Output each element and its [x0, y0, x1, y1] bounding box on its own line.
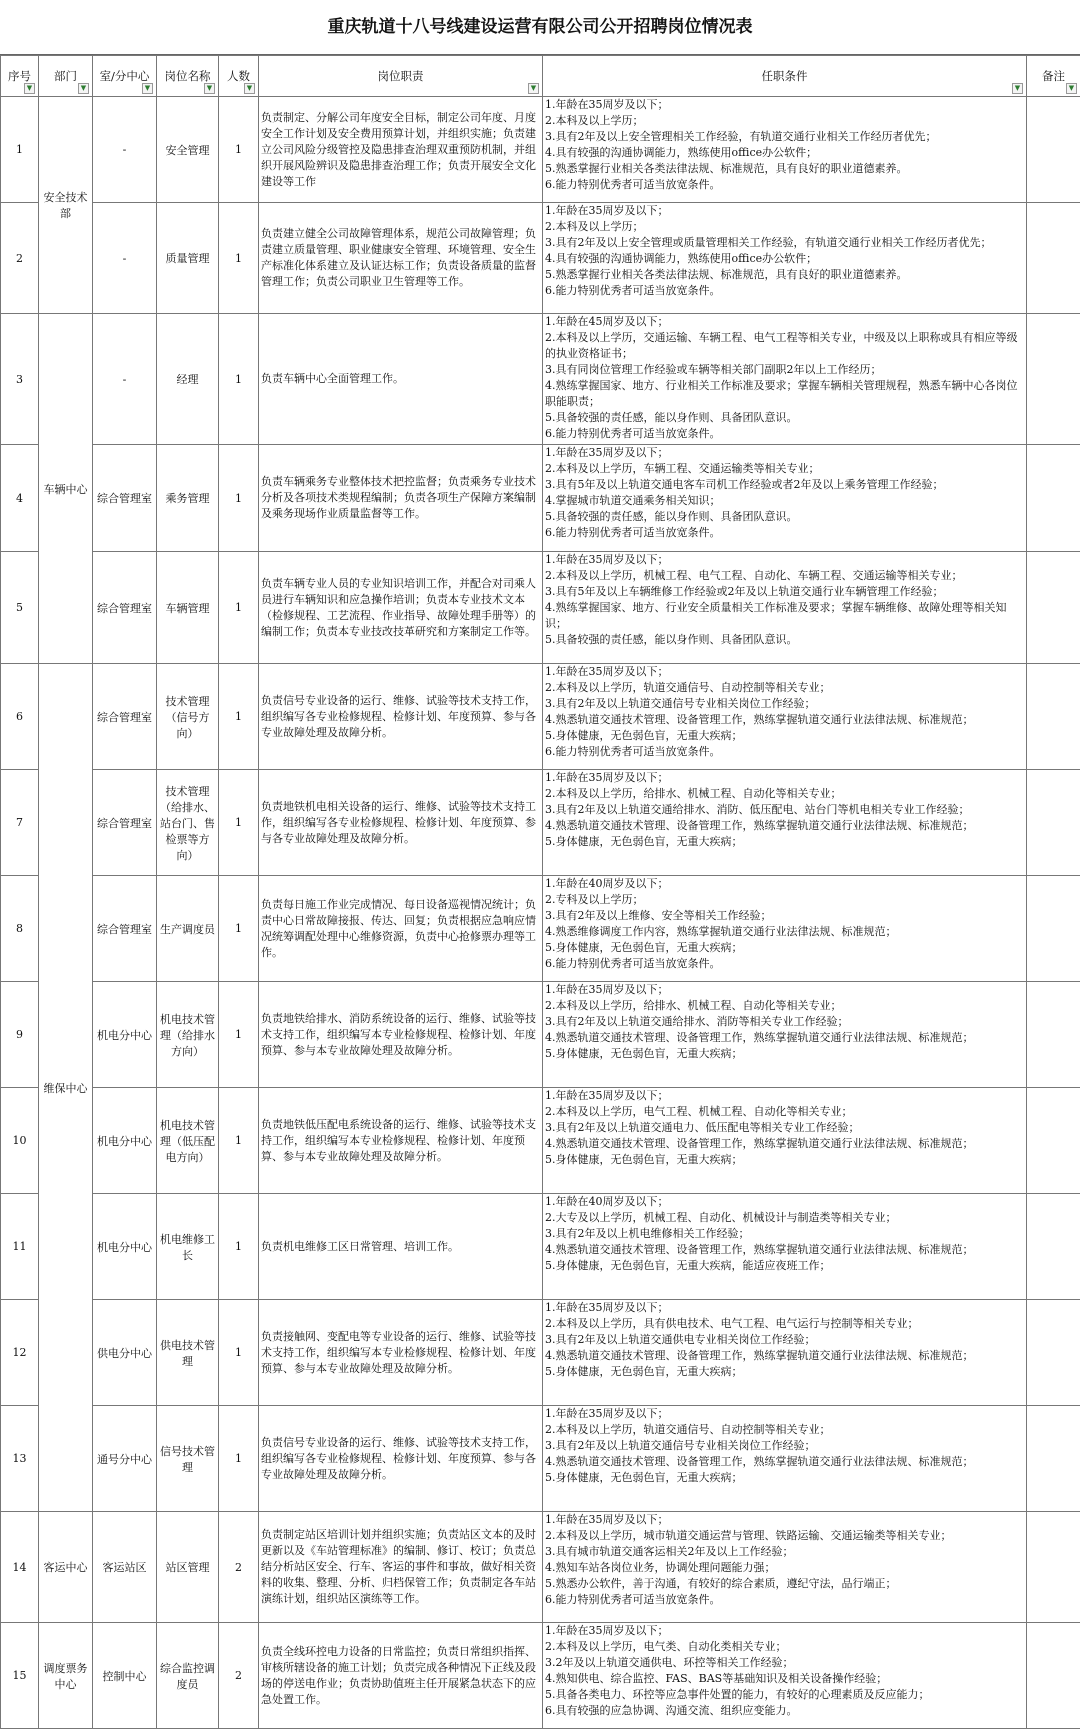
page-title: 重庆轨道十八号线建设运营有限公司公开招聘岗位情况表 [0, 0, 1080, 55]
headcount-cell: 1 [219, 1194, 259, 1300]
requirements-list [543, 1406, 1026, 1510]
requirement-item: 2.本科及以上学历，电气类、自动化类相关专业； [545, 1640, 787, 1653]
requirements-list [543, 876, 1026, 980]
requirements-cell [543, 97, 1027, 203]
requirement-item: 2.本科及以上学历，交通运输、车辆工程、电气工程等相关专业，中级及以上职称或具有相应等级的执业资格证书； [545, 331, 1018, 360]
requirement-item: 5.身体健康，无色弱色盲，无重大疾病； [545, 1047, 743, 1060]
row-number: 6 [1, 664, 39, 770]
requirement-item: 6.能力特别优秀者可适当放宽条件。 [545, 957, 721, 970]
table-row [1, 97, 1080, 203]
table-row [1, 1300, 1080, 1406]
header-sub[interactable]: 室/分中心 ▼ [93, 56, 157, 97]
table-row [1, 1194, 1080, 1300]
requirement-item: 5.熟悉掌握行业相关各类法律法规、标准规范，具有良好的职业道德素养。 [545, 268, 908, 281]
headcount-cell: 1 [219, 1300, 259, 1406]
table-row [1, 445, 1080, 552]
row-number: 13 [1, 1406, 39, 1512]
requirement-item: 1.年龄在35周岁及以下； [545, 553, 669, 566]
requirement-item: 2.本科及以上学历，电气工程、机械工程、自动化等相关专业； [545, 1105, 853, 1118]
post-name-cell: 技术管理（给排水、站台门、售检票等方向） [157, 770, 219, 876]
note-cell [1027, 1512, 1080, 1623]
requirement-item: 2.本科及以上学历； [545, 114, 644, 127]
post-name-cell: 机电技术管理（低压配电方向） [157, 1088, 219, 1194]
post-name-cell: 机电维修工长 [157, 1194, 219, 1300]
requirement-item: 5.具备较强的责任感，能以身作则、具备团队意识。 [545, 411, 798, 424]
requirements-cell [543, 876, 1027, 982]
row-number: 1 [1, 97, 39, 203]
requirement-item: 4.具有较强的沟通协调能力，熟练使用office办公软件； [545, 252, 818, 265]
requirements-cell [543, 203, 1027, 314]
headcount-cell: 1 [219, 876, 259, 982]
sub-unit-cell: 综合管理室 [93, 552, 157, 664]
requirements-cell [543, 1512, 1027, 1623]
row-number: 8 [1, 876, 39, 982]
duty-cell: 负责全线环控电力设备的日常监控；负责日常组织指挥、审核所辖设备的施工计划；负责完成各种情况下正线及段场的停送电作业；负责协助值班主任开展紧急状态下的应急处置工作。 [259, 1623, 543, 1729]
note-cell [1027, 203, 1080, 314]
duty-cell: 负责制定、分解公司年度安全目标，制定公司年度、月度安全工作计划及安全费用预算计划，并组织实施；负责建立公司风险分级管控及隐患排查治理双重预防机制，并组织开展风险辨识及隐患排查治理工作；负责开展安全文化建设等工作 [259, 97, 543, 203]
requirement-item: 3.具有2年及以上轨道交通信号专业相关岗位工作经验； [545, 1439, 816, 1452]
requirement-item: 1.年龄在35周岁及以下； [545, 98, 669, 111]
post-name-cell: 乘务管理 [157, 445, 219, 552]
header-num[interactable]: 人数 ▼ [219, 56, 259, 97]
requirement-item: 6.能力特别优秀者可适当放宽条件。 [545, 745, 721, 758]
requirements-list [543, 445, 1026, 550]
requirements-cell [543, 982, 1027, 1088]
filter-dropdown-icon[interactable]: ▼ [528, 83, 539, 94]
note-cell [1027, 1088, 1080, 1194]
duty-cell: 负责车辆中心全面管理工作。 [259, 314, 543, 445]
table-row [1, 982, 1080, 1088]
note-cell [1027, 552, 1080, 664]
requirement-item: 5.身体健康，无色弱色盲，无重大疾病，能适应夜班工作； [545, 1259, 831, 1272]
header-req[interactable]: 任职条件 ▼ [543, 56, 1027, 97]
requirement-item: 4.熟悉轨道交通技术管理、设备管理工作，熟练掌握轨道交通行业法律法规、标准规范； [545, 1349, 974, 1362]
requirements-cell [543, 445, 1027, 552]
requirement-item: 4.熟悉轨道交通技术管理、设备管理工作，熟练掌握轨道交通行业法律法规、标准规范； [545, 1137, 974, 1150]
post-name-cell: 信号技术管理 [157, 1406, 219, 1512]
post-name-cell: 生产调度员 [157, 876, 219, 982]
sub-unit-cell: - [93, 203, 157, 314]
sub-unit-cell: 通号分中心 [93, 1406, 157, 1512]
sub-unit-cell: 机电分中心 [93, 1088, 157, 1194]
note-cell [1027, 314, 1080, 445]
requirement-item: 3.具有2年及以上安全管理或质量管理相关工作经验，有轨道交通行业相关工作经历者优先； [545, 236, 992, 249]
table-row [1, 552, 1080, 664]
duty-cell: 负责车辆专业人员的专业知识培训工作，并配合对司乘人员进行车辆知识和应急操作培训；负责本专业技术文本（检修规程、工艺流程、作业指导、故障处理手册等）的编制工作；负责本专业技改技革研究和方案制定工作等。 [259, 552, 543, 664]
department-cell: 车辆中心 [39, 314, 93, 664]
headcount-cell: 1 [219, 1406, 259, 1512]
filter-dropdown-icon[interactable]: ▼ [1012, 83, 1023, 94]
requirement-item: 2.专科及以上学历； [545, 893, 644, 906]
table-row [1, 314, 1080, 445]
requirements-list [543, 1512, 1026, 1621]
requirement-item: 5.具备各类电力、环控等应急事件处置的能力，有较好的心理素质及反应能力； [545, 1688, 930, 1701]
requirement-item: 3.具有2年及以上轨道交通信号专业相关岗位工作经验； [545, 697, 816, 710]
requirement-item: 1.年龄在45周岁及以下； [545, 315, 669, 328]
headcount-cell: 1 [219, 1088, 259, 1194]
filter-dropdown-icon[interactable]: ▼ [24, 83, 35, 94]
table-row [1, 664, 1080, 770]
note-cell [1027, 1300, 1080, 1406]
row-number: 2 [1, 203, 39, 314]
requirement-item: 5.熟悉办公软件，善于沟通，有较好的综合素质，遵纪守法，品行端正； [545, 1577, 897, 1590]
requirement-item: 1.年龄在40周岁及以下； [545, 877, 669, 890]
requirements-cell [543, 1623, 1027, 1729]
requirement-item: 2.本科及以上学历，轨道交通信号、自动控制等相关专业； [545, 681, 831, 694]
headcount-cell: 2 [219, 1512, 259, 1623]
note-cell [1027, 982, 1080, 1088]
requirements-cell [543, 552, 1027, 664]
requirements-list [543, 1623, 1026, 1727]
filter-dropdown-icon[interactable]: ▼ [142, 83, 153, 94]
duty-cell: 负责机电维修工区日常管理、培训工作。 [259, 1194, 543, 1300]
requirement-item: 1.年龄在35周岁及以下； [545, 983, 669, 996]
requirement-item: 3.具有5年及以上车辆维修工作经验或2年及以上轨道交通行业车辆管理工作经验； [545, 585, 944, 598]
post-name-cell: 质量管理 [157, 203, 219, 314]
note-cell [1027, 1406, 1080, 1512]
requirement-item: 1.年龄在35周岁及以下； [545, 665, 669, 678]
filter-dropdown-icon[interactable]: ▼ [204, 83, 215, 94]
requirement-item: 5.身体健康，无色弱色盲，无重大疾病； [545, 941, 743, 954]
post-name-cell: 车辆管理 [157, 552, 219, 664]
requirement-item: 3.具有2年及以上机电维修相关工作经验； [545, 1227, 750, 1240]
row-number: 10 [1, 1088, 39, 1194]
requirements-list [543, 314, 1026, 443]
table-row [1, 203, 1080, 314]
post-name-cell: 综合监控调度员 [157, 1623, 219, 1729]
duty-cell: 负责建立健全公司故障管理体系，规范公司故障管理；负责建立质量管理、职业健康安全管理、环境管理、安全生产标准化体系建立及认证达标工作；负责设备质量的监督管理工作；负责公司职业卫生管理等工作。 [259, 203, 543, 314]
requirement-item: 2.本科及以上学历，车辆工程、交通运输类等相关专业； [545, 462, 820, 475]
sub-unit-cell: 综合管理室 [93, 664, 157, 770]
row-number: 11 [1, 1194, 39, 1300]
requirement-item: 1.年龄在35周岁及以下； [545, 446, 669, 459]
headcount-cell: 1 [219, 982, 259, 1088]
duty-cell: 负责每日施工作业完成情况、每日设备巡视情况统计；负责中心日常故障接报、传达、回复；负责根据应急响应情况统筹调配处理中心维修资源，负责中心抢修票办理等工作。 [259, 876, 543, 982]
headcount-cell: 1 [219, 97, 259, 203]
requirement-item: 2.本科及以上学历，轨道交通信号、自动控制等相关专业； [545, 1423, 831, 1436]
requirement-item: 6.能力特别优秀者可适当放宽条件。 [545, 178, 721, 191]
requirement-item: 3.具有2年及以上维修、安全等相关工作经验； [545, 909, 772, 922]
headcount-cell: 1 [219, 314, 259, 445]
note-cell [1027, 876, 1080, 982]
requirement-item: 2.本科及以上学历，具有供电技术、电气工程、电气运行与控制等相关专业； [545, 1317, 919, 1330]
requirement-item: 3.具有5年及以上轨道交通电客车司机工作经验或者2年及以上乘务管理工作经验； [545, 478, 944, 491]
headcount-cell: 1 [219, 445, 259, 552]
requirement-item: 5.具备较强的责任感，能以身作则、具备团队意识。 [545, 633, 798, 646]
post-name-cell: 站区管理 [157, 1512, 219, 1623]
requirement-item: 4.熟悉轨道交通技术管理、设备管理工作，熟练掌握轨道交通行业法律法规、标准规范； [545, 819, 974, 832]
requirement-item: 1.年龄在35周岁及以下； [545, 1301, 669, 1314]
department-cell: 维保中心 [39, 664, 93, 1512]
note-cell [1027, 770, 1080, 876]
header-duty[interactable]: 岗位职责 ▼ [259, 56, 543, 97]
row-number: 15 [1, 1623, 39, 1729]
duty-cell: 负责信号专业设备的运行、维修、试验等技术支持工作，组织编写各专业检修规程、检修计划、年度预算、参与各专业故障处理及故障分析。 [259, 664, 543, 770]
headcount-cell: 1 [219, 203, 259, 314]
filter-dropdown-icon[interactable]: ▼ [244, 83, 255, 94]
requirement-item: 2.大专及以上学历，机械工程、自动化、机械设计与制造类等相关专业； [545, 1211, 897, 1224]
requirement-item: 5.身体健康，无色弱色盲，无重大疾病； [545, 1471, 743, 1484]
requirements-cell [543, 1088, 1027, 1194]
sub-unit-cell: - [93, 314, 157, 445]
requirement-item: 4.熟练掌握国家、地方、行业相关工作标准及要求；掌握车辆相关管理规程，熟悉车辆中心各岗位职能职责； [545, 379, 1018, 408]
requirement-item: 4.掌握城市轨道交通乘务相关知识； [545, 494, 721, 507]
post-name-cell: 供电技术管理 [157, 1300, 219, 1406]
header-no[interactable]: 序号 ▼ [1, 56, 39, 97]
filter-dropdown-icon[interactable]: ▼ [78, 83, 89, 94]
requirement-item: 4.熟知供电、综合监控、FAS、BAS等基础知识及相关设备操作经验； [545, 1672, 888, 1685]
requirement-item: 6.能力特别优秀者可适当放宽条件。 [545, 427, 721, 440]
sub-unit-cell: 客运站区 [93, 1512, 157, 1623]
requirement-item: 5.身体健康，无色弱色盲，无重大疾病； [545, 1153, 743, 1166]
requirement-item: 5.身体健康，无色弱色盲，无重大疾病； [545, 729, 743, 742]
requirement-item: 5.身体健康，无色弱色盲，无重大疾病； [545, 835, 743, 848]
row-number: 9 [1, 982, 39, 1088]
table-row [1, 1406, 1080, 1512]
header-note[interactable]: 备注 ▼ [1027, 56, 1080, 97]
requirements-cell [543, 1406, 1027, 1512]
note-cell [1027, 1623, 1080, 1729]
department-cell: 安全技术部 [39, 97, 93, 314]
requirements-list [543, 1088, 1026, 1192]
requirement-item: 3.具有同岗位管理工作经验或车辆等相关部门副职2年以上工作经历； [545, 363, 882, 376]
duty-cell: 负责地铁给排水、消防系统设备的运行、维修、试验等技术支持工作，组织编写本专业检修规程、检修计划、年度预算、参与本专业故障处理及故障分析。 [259, 982, 543, 1088]
recruitment-table [0, 55, 1080, 1729]
requirement-item: 6.具有较强的应急协调、沟通交流、组织应变能力。 [545, 1704, 798, 1717]
sub-unit-cell: 机电分中心 [93, 1194, 157, 1300]
duty-cell: 负责接触网、变配电等专业设备的运行、维修、试验等技术支持工作，组织编写本专业检修规程、检修计划、年度预算、参与本专业故障处理及故障分析。 [259, 1300, 543, 1406]
requirement-item: 6.能力特别优秀者可适当放宽条件。 [545, 1593, 721, 1606]
header-row [1, 56, 1080, 97]
requirement-item: 2.本科及以上学历，给排水、机械工程、自动化等相关专业； [545, 999, 842, 1012]
header-dept[interactable]: 部门 ▼ [39, 56, 93, 97]
duty-cell: 负责制定站区培训计划并组织实施；负责站区文本的及时更新以及《车站管理标准》的编制、修订、校订；负责总结分析站区安全、行车、客运的事件和事故，做好相关资料的收集、整理、分析、归档保管工作；负责制定各车站演练计划，组织站区演练等工作。 [259, 1512, 543, 1623]
table-row [1, 876, 1080, 982]
requirement-item: 4.熟悉轨道交通技术管理、设备管理工作，熟练掌握轨道交通行业法律法规、标准规范； [545, 713, 974, 726]
row-number: 3 [1, 314, 39, 445]
row-number: 7 [1, 770, 39, 876]
requirements-list [543, 203, 1026, 312]
row-number: 4 [1, 445, 39, 552]
row-number: 14 [1, 1512, 39, 1623]
row-number: 12 [1, 1300, 39, 1406]
requirement-item: 2.本科及以上学历； [545, 220, 644, 233]
requirement-item: 4.熟悉维修调度工作内容，熟练掌握轨道交通行业法律法规、标准规范； [545, 925, 897, 938]
duty-cell: 负责信号专业设备的运行、维修、试验等技术支持工作，组织编写各专业检修规程、检修计划、年度预算、参与各专业故障处理及故障分析。 [259, 1406, 543, 1512]
requirements-cell [543, 770, 1027, 876]
sub-unit-cell: 综合管理室 [93, 770, 157, 876]
duty-cell: 负责地铁低压配电系统设备的运行、维修、试验等技术支持工作，组织编写本专业检修规程、检修计划、年度预算、参与本专业故障处理及故障分析。 [259, 1088, 543, 1194]
requirements-list [543, 664, 1026, 768]
requirements-list [543, 982, 1026, 1086]
requirement-item: 3.具有2年及以上安全管理相关工作经验，有轨道交通行业相关工作经历者优先； [545, 130, 937, 143]
requirement-item: 4.熟悉轨道交通技术管理、设备管理工作，熟练掌握轨道交通行业法律法规、标准规范； [545, 1243, 974, 1256]
table-row [1, 770, 1080, 876]
requirement-item: 2.本科及以上学历，给排水、机械工程、自动化等相关专业； [545, 787, 842, 800]
headcount-cell: 1 [219, 664, 259, 770]
table-row [1, 1088, 1080, 1194]
requirements-list [543, 1300, 1026, 1404]
requirements-cell [543, 314, 1027, 445]
requirement-item: 1.年龄在35周岁及以下； [545, 1407, 669, 1420]
note-cell [1027, 97, 1080, 203]
requirement-item: 3.具有2年及以上轨道交通供电专业相关岗位工作经验； [545, 1333, 816, 1346]
requirement-item: 6.能力特别优秀者可适当放宽条件。 [545, 526, 721, 539]
requirement-item: 1.年龄在35周岁及以下； [545, 1624, 669, 1637]
headcount-cell: 1 [219, 770, 259, 876]
post-name-cell: 机电技术管理（给排水方向） [157, 982, 219, 1088]
requirements-cell [543, 664, 1027, 770]
post-name-cell: 技术管理（信号方向） [157, 664, 219, 770]
department-cell: 客运中心 [39, 1512, 93, 1623]
requirement-item: 4.熟练掌握国家、地方、行业安全质量相关工作标准及要求；掌握车辆维修、故障处理等相关知识； [545, 601, 1007, 630]
requirement-item: 4.熟悉轨道交通技术管理、设备管理工作，熟练掌握轨道交通行业法律法规、标准规范； [545, 1031, 974, 1044]
sub-unit-cell: - [93, 97, 157, 203]
requirements-list [543, 1194, 1026, 1298]
requirement-item: 1.年龄在35周岁及以下； [545, 1089, 669, 1102]
duty-cell: 负责地铁机电相关设备的运行、维修、试验等技术支持工作，组织编写各专业检修规程、检修计划、年度预算、参与各专业故障处理及故障分析。 [259, 770, 543, 876]
requirement-item: 5.具备较强的责任感，能以身作则、具备团队意识。 [545, 510, 798, 523]
requirement-item: 4.熟知车站各岗位业务，协调处理问题能力强； [545, 1561, 776, 1574]
requirement-item: 3.具有2年及以上轨道交通给排水、消防等相关专业工作经验； [545, 1015, 849, 1028]
requirement-item: 1.年龄在35周岁及以下； [545, 1513, 669, 1526]
requirement-item: 6.能力特别优秀者可适当放宽条件。 [545, 284, 721, 297]
row-number: 5 [1, 552, 39, 664]
requirement-item: 1.年龄在35周岁及以下； [545, 771, 669, 784]
requirement-item: 3.2年及以上轨道交通供电、环控等相关工作经验； [545, 1656, 794, 1669]
requirement-item: 5.熟悉掌握行业相关各类法律法规、标准规范，具有良好的职业道德素养。 [545, 162, 908, 175]
note-cell [1027, 664, 1080, 770]
requirement-item: 3.具有城市轨道交通客运相关2年及以上工作经验； [545, 1545, 794, 1558]
requirement-item: 3.具有2年及以上轨道交通给排水、消防、低压配电、站台门等机电相关专业工作经验； [545, 803, 970, 816]
requirement-item: 2.本科及以上学历，城市轨道交通运营与管理、铁路运输、交通运输类等相关专业； [545, 1529, 952, 1542]
requirements-cell [543, 1300, 1027, 1406]
requirement-item: 1.年龄在35周岁及以下； [545, 204, 669, 217]
requirements-list [543, 770, 1026, 874]
header-post[interactable]: 岗位名称 ▼ [157, 56, 219, 97]
duty-cell: 负责车辆乘务专业整体技术把控监督；负责乘务专业技术分析及各项技术类规程编制；负责各项生产保障方案编制及乘务现场作业质量监督等工作。 [259, 445, 543, 552]
requirements-list [543, 552, 1026, 662]
post-name-cell: 经理 [157, 314, 219, 445]
requirement-item: 3.具有2年及以上轨道交通电力、低压配电等相关专业工作经验； [545, 1121, 860, 1134]
requirement-item: 2.本科及以上学历，机械工程、电气工程、自动化、车辆工程、交通运输等相关专业； [545, 569, 963, 582]
requirement-item: 4.具有较强的沟通协调能力，熟练使用office办公软件； [545, 146, 818, 159]
note-cell [1027, 445, 1080, 552]
note-cell [1027, 1194, 1080, 1300]
headcount-cell: 1 [219, 552, 259, 664]
requirement-item: 5.身体健康，无色弱色盲，无重大疾病； [545, 1365, 743, 1378]
sub-unit-cell: 综合管理室 [93, 876, 157, 982]
post-name-cell: 安全管理 [157, 97, 219, 203]
sub-unit-cell: 机电分中心 [93, 982, 157, 1088]
filter-dropdown-icon[interactable]: ▼ [1066, 83, 1077, 94]
table-row [1, 1512, 1080, 1623]
department-cell: 调度票务中心 [39, 1623, 93, 1729]
headcount-cell: 2 [219, 1623, 259, 1729]
sub-unit-cell: 控制中心 [93, 1623, 157, 1729]
table-row [1, 1623, 1080, 1729]
requirements-list [543, 97, 1026, 201]
sub-unit-cell: 综合管理室 [93, 445, 157, 552]
sub-unit-cell: 供电分中心 [93, 1300, 157, 1406]
requirements-cell [543, 1194, 1027, 1300]
requirement-item: 1.年龄在40周岁及以下； [545, 1195, 669, 1208]
requirement-item: 4.熟悉轨道交通技术管理、设备管理工作，熟练掌握轨道交通行业法律法规、标准规范； [545, 1455, 974, 1468]
